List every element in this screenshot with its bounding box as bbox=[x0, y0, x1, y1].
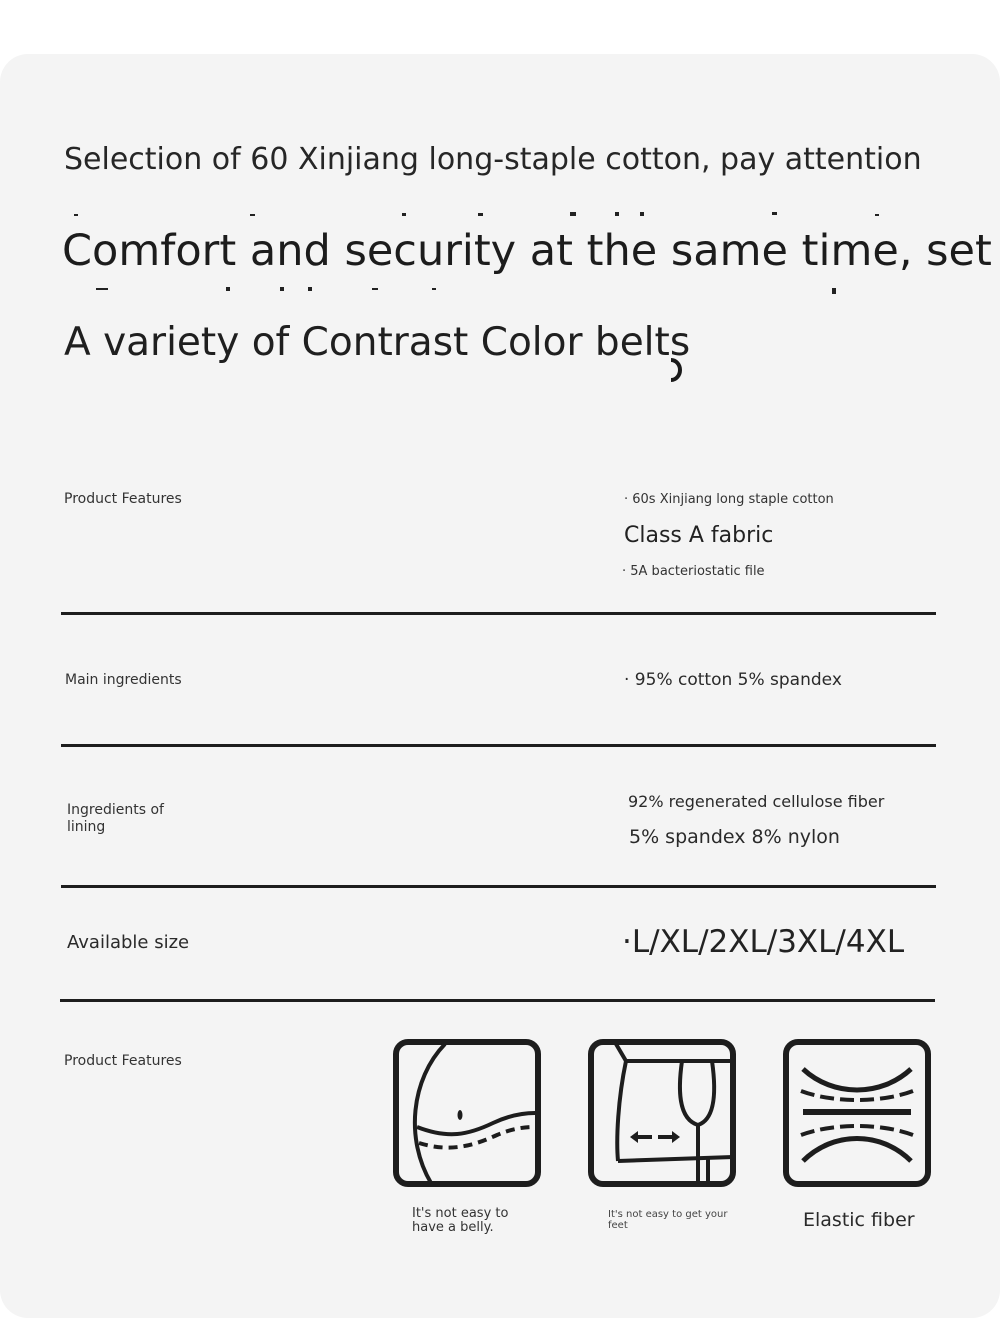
divider-2 bbox=[61, 744, 936, 747]
feature-cotton: · 60s Xinjiang long staple cotton bbox=[624, 492, 834, 507]
headline-line-2: Comfort and security at the same time, set bbox=[62, 226, 992, 276]
caption-feet-line-2: feet bbox=[608, 1220, 628, 1231]
lining-value-1: 92% regenerated cellulose fiber bbox=[628, 792, 885, 811]
divider-1 bbox=[61, 612, 936, 615]
divider-4 bbox=[60, 999, 935, 1002]
caption-feet bbox=[608, 1209, 728, 1231]
main-ingredients-label: Main ingredients bbox=[65, 672, 182, 688]
available-size-value: ·L/XL/2XL/3XL/4XL bbox=[622, 924, 905, 960]
lining-label-line-2: lining bbox=[67, 819, 106, 835]
features-label: Product Features bbox=[64, 491, 182, 507]
decorative-specks-top bbox=[60, 212, 930, 220]
caption-elastic-fiber: Elastic fiber bbox=[803, 1209, 915, 1231]
belly-waist-icon bbox=[393, 1039, 541, 1187]
elastic-fiber-icon bbox=[783, 1039, 931, 1187]
caption-belly-line-2: have a belly. bbox=[412, 1220, 494, 1235]
boxer-leg-icon bbox=[588, 1039, 736, 1187]
caption-feet-line-1: It's not easy to get your bbox=[608, 1209, 728, 1220]
caption-belly-line-1: It's not easy to bbox=[412, 1206, 509, 1221]
icon-section-label: Product Features bbox=[64, 1053, 182, 1069]
lining-value-2: 5% spandex 8% nylon bbox=[629, 826, 840, 848]
decorative-bracket-mark bbox=[668, 357, 684, 383]
main-ingredients-value: · 95% cotton 5% spandex bbox=[624, 670, 842, 690]
feature-fabric-class: Class A fabric bbox=[624, 523, 774, 548]
decorative-specks-bottom bbox=[60, 286, 930, 294]
feature-bacteriostatic: · 5A bacteriostatic file bbox=[622, 564, 765, 579]
headline-line-3: A variety of Contrast Color belts bbox=[64, 320, 691, 365]
headline-line-1: Selection of 60 Xinjiang long-staple cotton, pay attention bbox=[64, 142, 922, 177]
lining-label-line-1: Ingredients of bbox=[67, 802, 164, 818]
divider-3 bbox=[61, 885, 936, 888]
caption-belly bbox=[412, 1207, 532, 1235]
available-size-label: Available size bbox=[67, 932, 190, 953]
